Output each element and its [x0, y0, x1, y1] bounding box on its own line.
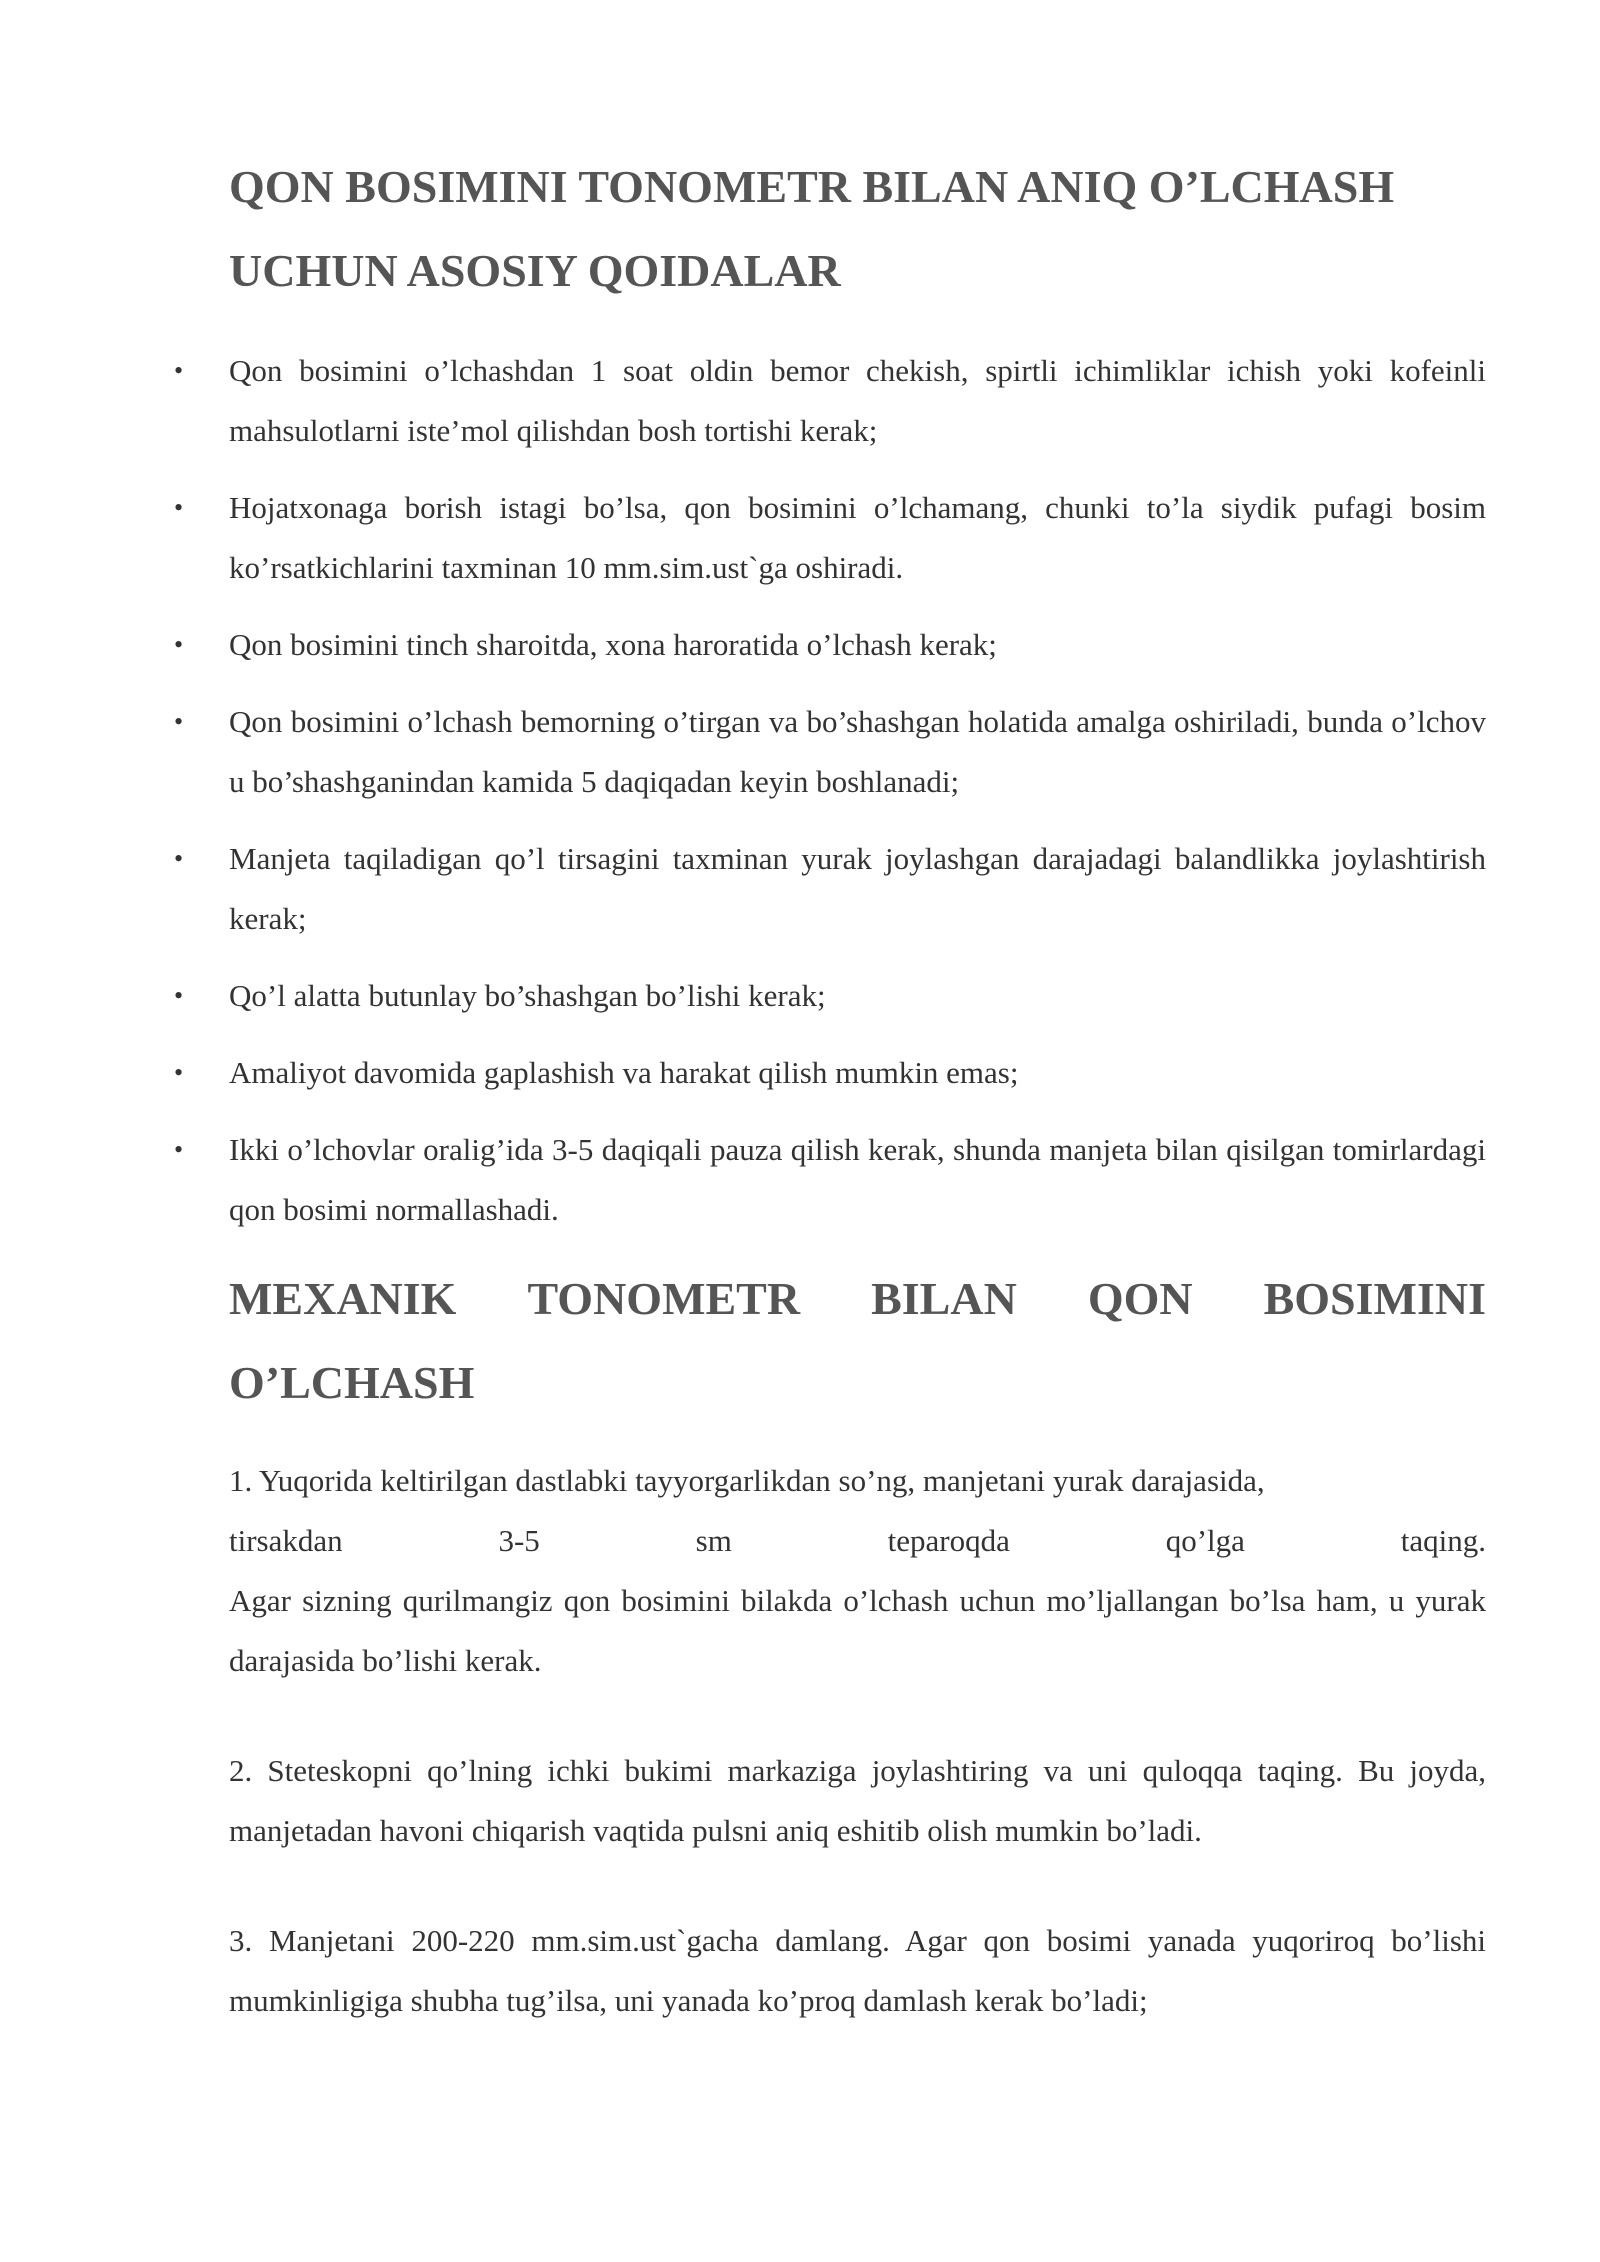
heading-line [229, 145, 1486, 229]
list-item [174, 615, 1486, 675]
step-2-paragraph: 2. Steteskopni qo’lning ichki bukimi markaziga joylashtiring va uni quloqqa taqing. Bu joyda, manjetadan havoni chiqarish vaqtida pulsni aniq eshitib olish mumkin bo’ladi. [229, 1753, 1486, 1848]
step-line [229, 1451, 1486, 1511]
heading-text: O’LCHASH [229, 1357, 475, 1408]
heading-word: BILAN [871, 1273, 1017, 1324]
list-item-text: Ikki o’lchovlar oralig’ida 3-5 daqiqali pauza qilish kerak, shunda manjeta bilan qisilgan tomirlardagi qon bosimi normallashadi. [229, 1132, 1486, 1227]
bullet-icon: • [174, 707, 184, 736]
heading-word: BOSIMINI [1263, 1273, 1486, 1324]
bullet-icon: • [174, 493, 184, 522]
list-item-text: Qo’l alatta butunlay bo’shashgan bo’lishi kerak; [229, 978, 826, 1013]
bullet-icon: • [174, 844, 184, 873]
list-item [174, 1043, 1486, 1103]
list-item [174, 692, 1486, 812]
list-item [174, 478, 1486, 598]
list-item-text: Qon bosimini o’lchashdan 1 soat oldin bemor chekish, spirtli ichimliklar ichish yoki kofeinli mahsulotlarni iste’mol qilishdan bosh tortishi kerak; [229, 353, 1486, 448]
list-item-text: Qon bosimini o’lchash bemorning o’tirgan va bo’shashgan holatida amalga oshiriladi, bunda o’lchov u bo’shashganindan kamida 5 daqiqadan keyin boshlanadi; [229, 704, 1486, 799]
list-item [174, 341, 1486, 461]
section-heading-mechanical [229, 1257, 1486, 1425]
bullet-icon: • [174, 1135, 184, 1164]
heading-text: UCHUN ASOSIY QOIDALAR [229, 245, 841, 296]
step-word: sm [695, 1523, 732, 1558]
document-page [174, 145, 1486, 2081]
list-item-text: Manjeta taqiladigan qo’l tirsagini taxminan yurak joylashgan darajadagi balandlikka joylashtirish kerak; [229, 841, 1486, 936]
heading-word: QON [1087, 1273, 1193, 1324]
list-item [174, 1120, 1486, 1240]
list-item-text: Qon bosimini tinch sharoitda, xona haroratida o’lchash kerak; [229, 627, 997, 662]
step-word: qo’lga [1165, 1523, 1245, 1558]
step-word: 3-5 [498, 1523, 540, 1558]
step-word: tirsakdan [229, 1523, 343, 1558]
bullet-icon: • [174, 630, 184, 659]
list-item-text: Hojatxonaga borish istagi bo’lsa, qon bosimini o’lchamang, chunki to’la siydik pufagi bosim ko’rsatkichlarini taxminan 10 mm.sim.ust`ga oshiradi. [229, 490, 1486, 585]
list-item [174, 966, 1486, 1026]
rules-list [174, 341, 1486, 1240]
step-3-paragraph: 3. Manjetani 200-220 mm.sim.ust`gacha damlang. Agar qon bosimi yanada yuqoriroq bo’lishi mumkinligiga shubha tug’ilsa, uni yanada ko’proq damlash kerak bo’ladi; [229, 1923, 1486, 2018]
heading-line [229, 1257, 1486, 1341]
heading-word: TONOMETR [527, 1273, 801, 1324]
bullet-icon: • [174, 981, 184, 1010]
step-word: teparoqda [887, 1523, 1010, 1558]
list-item [174, 829, 1486, 949]
step-text: Agar sizning qurilmangiz qon bosimini bilakda o’lchash uchun mo’ljallangan bo’lsa ham, u yurak darajasida bo’lishi kerak. [229, 1583, 1486, 1678]
step-line [229, 1511, 1486, 1571]
step-word: taqing. [1400, 1523, 1486, 1558]
heading-word: MEXANIK [229, 1273, 457, 1324]
list-item-text: Amaliyot davomida gaplashish va harakat qilish mumkin emas; [229, 1055, 1019, 1090]
step-text: 1. Yuqorida keltirilgan dastlabki tayyorgarlikdan so’ng, manjetani yurak darajasida, [229, 1463, 1265, 1498]
bullet-icon: • [174, 1058, 184, 1087]
section-heading-rules [229, 145, 1486, 313]
bullet-icon: • [174, 356, 184, 385]
step-1-paragraph [229, 1451, 1486, 1691]
heading-text: QON BOSIMINI TONOMETR BILAN ANIQ O’LCHASH [229, 161, 1395, 212]
